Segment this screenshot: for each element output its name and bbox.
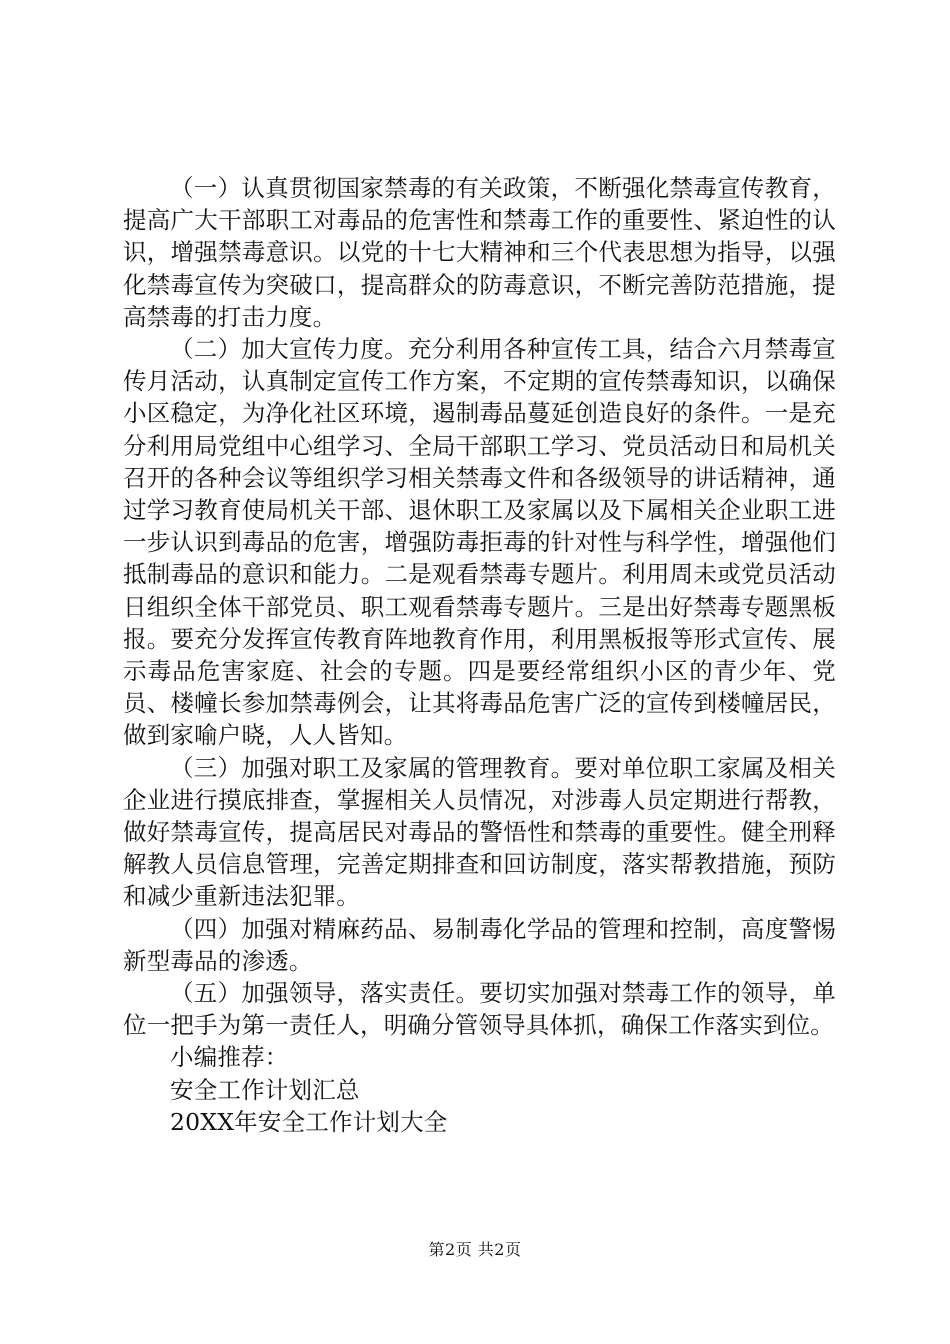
recommend-link-2[interactable]: 20XX年安全工作计划大全	[170, 1107, 448, 1136]
paragraph-3: （三）加强对职工及家属的管理教育。要对单位职工家属及相关企业进行摸底排查，掌握相关人员情况，对涉毒人员定期进行帮教，做好禁毒宣传，提高居民对毒品的警悟性和禁毒的重要性。健全刑释解教人员信息管理，完善定期排查和回访制度，落实帮教措施，预防和减少重新违法犯罪。	[123, 753, 836, 911]
paragraph-2: （二）加大宣传力度。充分利用各种宣传工具，结合六月禁毒宣传月活动，认真制定宣传工作方案，不定期的宣传禁毒知识，以确保小区稳定，为净化社区环境，遏制毒品蔓延创造良好的条件。一是充分利用局党组中心组学习、全局干部职工学习、党员活动日和局机关召开的各种会议等组织学习相关禁毒文件和各级领导的讲话精神，通过学习教育使局机关干部、退休职工及家属以及下属相关企业职工进一步认识到毒品的危害，增强防毒拒毒的针对性与科学性，增强他们抵制毒品的意识和能力。二是观看禁毒专题片。利用周未或党员活动日组织全体干部党员、职工观看禁毒专题片。三是出好禁毒专题黑板报。要充分发挥宣传教育阵地教育作用，利用黑板报等形式宣传、展示毒品危害家庭、社会的专题。四是要经常组织小区的青少年、党员、楼幢长参加禁毒例会，让其将毒品危害广泛的宣传到楼幢居民，做到家喻户晓，人人皆知。	[123, 335, 836, 750]
recommend-heading: 小编推荐：	[170, 1043, 289, 1072]
paragraph-1: （一）认真贯彻国家禁毒的有关政策，不断强化禁毒宣传教育，提高广大干部职工对毒品的危害性和禁毒工作的重要性、紧迫性的认识，增强禁毒意识。以党的十七大精神和三个代表思想为指导，以强化禁毒宣传为突破口，提高群众的防毒意识，不断完善防范措施，提高禁毒的打击力度。	[123, 174, 836, 331]
recommend-link-1[interactable]: 安全工作计划汇总	[170, 1075, 360, 1104]
page-footer: 第2页 共2页	[428, 1240, 522, 1259]
paragraph-5: （五）加强领导，落实责任。要切实加强对禁毒工作的领导，单位一把手为第一责任人，明确分管领导具体抓，确保工作落实到位。	[123, 979, 836, 1040]
paragraph-4: （四）加强对精麻药品、易制毒化学品的管理和控制，高度警惕新型毒品的渗透。	[123, 914, 836, 975]
document-body	[123, 172, 836, 1138]
